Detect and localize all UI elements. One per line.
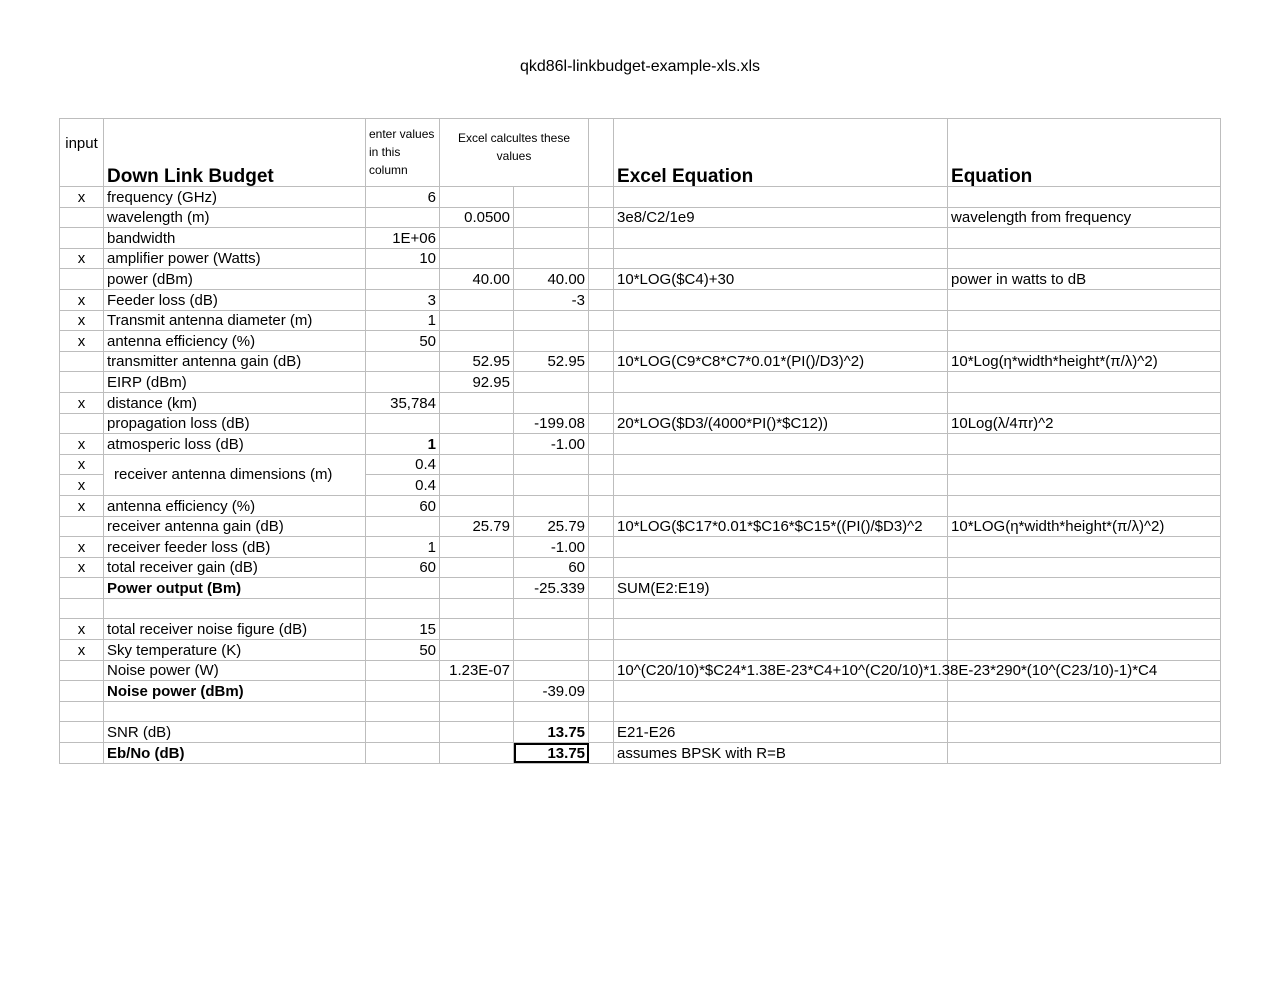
cell-calculated-value[interactable]: 1.23E-07 bbox=[440, 660, 514, 681]
cell-input[interactable] bbox=[60, 269, 104, 290]
cell-calculated-value[interactable] bbox=[440, 681, 514, 702]
cell-excel-equation[interactable] bbox=[614, 681, 948, 702]
cell-calculated-value[interactable] bbox=[440, 578, 514, 599]
cell-excel-equation[interactable] bbox=[614, 187, 948, 208]
cell-calculated-value[interactable] bbox=[440, 413, 514, 434]
cell-label[interactable]: Sky temperature (K) bbox=[104, 640, 366, 661]
cell-excel-equation[interactable]: 20*LOG($D3/(4000*PI()*$C12)) bbox=[614, 413, 948, 434]
cell-entered-value[interactable] bbox=[366, 701, 440, 722]
cell-entered-value[interactable]: 10 bbox=[366, 248, 440, 269]
cell-excel-equation[interactable]: assumes BPSK with R=B bbox=[614, 743, 948, 764]
cell-spacer[interactable] bbox=[589, 207, 614, 228]
cell-input[interactable]: x bbox=[60, 454, 104, 475]
cell-input[interactable]: x bbox=[60, 434, 104, 455]
table-row bbox=[60, 660, 1221, 681]
cell-excel-equation[interactable] bbox=[614, 701, 948, 722]
cell-label[interactable]: amplifier power (Watts) bbox=[104, 248, 366, 269]
cell-input[interactable]: x bbox=[60, 537, 104, 558]
cell-spacer[interactable] bbox=[589, 516, 614, 537]
cell-spacer[interactable] bbox=[589, 413, 614, 434]
cell-calculated-db[interactable]: 60 bbox=[514, 557, 589, 578]
cell-equation[interactable] bbox=[948, 743, 1221, 764]
header-title: Down Link Budget bbox=[104, 119, 366, 187]
cell-spacer[interactable] bbox=[589, 434, 614, 455]
cell-calculated-value[interactable] bbox=[440, 701, 514, 722]
cell-input[interactable] bbox=[60, 207, 104, 228]
cell-calculated-value[interactable] bbox=[440, 640, 514, 661]
cell-excel-equation[interactable] bbox=[614, 557, 948, 578]
header-calculated-values: Excel calcultes these values bbox=[440, 119, 589, 187]
cell-input[interactable]: x bbox=[60, 248, 104, 269]
cell-empty[interactable] bbox=[948, 475, 1221, 496]
table-row bbox=[60, 351, 1221, 372]
cell-equation[interactable] bbox=[948, 681, 1221, 702]
cell-calculated-db[interactable]: -1.00 bbox=[514, 537, 589, 558]
cell-entered-value[interactable]: 0.4 bbox=[366, 454, 440, 475]
cell-spacer[interactable] bbox=[589, 248, 614, 269]
cell-input[interactable]: x bbox=[60, 557, 104, 578]
cell-label[interactable]: antenna efficiency (%) bbox=[104, 495, 366, 516]
cell-input[interactable]: x bbox=[60, 187, 104, 208]
cell-input[interactable]: x bbox=[60, 495, 104, 516]
cell-calculated-value[interactable]: 25.79 bbox=[440, 516, 514, 537]
cell-spacer[interactable] bbox=[589, 187, 614, 208]
cell-empty[interactable] bbox=[614, 475, 948, 496]
link-budget-table bbox=[59, 118, 1221, 764]
cell-entered-value[interactable] bbox=[366, 660, 440, 681]
cell-spacer[interactable] bbox=[589, 537, 614, 558]
cell-label[interactable]: total receiver gain (dB) bbox=[104, 557, 366, 578]
cell-spacer[interactable] bbox=[589, 372, 614, 393]
table-row bbox=[60, 537, 1221, 558]
cell-equation[interactable]: 10Log(λ/4πr)^2 bbox=[948, 413, 1221, 434]
cell-label[interactable]: Transmit antenna diameter (m) bbox=[104, 310, 366, 331]
cell-calculated-db[interactable] bbox=[514, 207, 589, 228]
cell-calculated-value[interactable] bbox=[440, 598, 514, 619]
header-enter-values: enter values in this column bbox=[366, 119, 440, 187]
cell-calculated-value[interactable] bbox=[440, 557, 514, 578]
header-excel-equation: Excel Equation bbox=[614, 119, 948, 187]
cell-entered-value[interactable] bbox=[366, 681, 440, 702]
table-row bbox=[60, 619, 1221, 640]
cell-calculated-value[interactable] bbox=[440, 434, 514, 455]
cell-input[interactable] bbox=[60, 743, 104, 764]
cell-calculated-db[interactable]: -1.00 bbox=[514, 434, 589, 455]
cell-calculated-db[interactable] bbox=[514, 392, 589, 413]
document-title: qkd86l-linkbudget-example-xls.xls bbox=[519, 58, 761, 75]
cell-calculated-value[interactable] bbox=[440, 743, 514, 764]
table-row bbox=[60, 598, 1221, 619]
cell-excel-equation[interactable] bbox=[614, 289, 948, 310]
cell-input[interactable] bbox=[60, 413, 104, 434]
cell-empty[interactable] bbox=[440, 475, 514, 496]
cell-input[interactable] bbox=[60, 598, 104, 619]
cell-calculated-value[interactable] bbox=[440, 289, 514, 310]
cell-calculated-value[interactable] bbox=[440, 248, 514, 269]
cell-spacer[interactable] bbox=[589, 598, 614, 619]
cell-spacer[interactable] bbox=[589, 228, 614, 249]
cell-calculated-db[interactable]: 52.95 bbox=[514, 351, 589, 372]
cell-entered-value[interactable] bbox=[366, 516, 440, 537]
cell-equation[interactable]: wavelength from frequency bbox=[948, 207, 1221, 228]
cell-calculated-db[interactable]: 40.00 bbox=[514, 269, 589, 290]
cell-calculated-db[interactable] bbox=[514, 660, 589, 681]
cell-spacer[interactable] bbox=[589, 289, 614, 310]
cell-label[interactable]: distance (km) bbox=[104, 392, 366, 413]
cell-entered-value[interactable] bbox=[366, 269, 440, 290]
cell-calculated-value[interactable]: 52.95 bbox=[440, 351, 514, 372]
cell-excel-equation[interactable] bbox=[614, 598, 948, 619]
cell-entered-value[interactable]: 1 bbox=[366, 310, 440, 331]
cell-calculated-value[interactable] bbox=[440, 187, 514, 208]
cell-entered-value[interactable] bbox=[366, 743, 440, 764]
cell-empty[interactable] bbox=[948, 454, 1221, 475]
cell-label[interactable]: power (dBm) bbox=[104, 269, 366, 290]
cell-calculated-value[interactable] bbox=[440, 495, 514, 516]
header-equation: Equation bbox=[948, 119, 1221, 187]
cell-input[interactable] bbox=[60, 351, 104, 372]
cell-entered-value[interactable]: 0.4 bbox=[366, 475, 440, 496]
cell-calculated-value[interactable] bbox=[440, 331, 514, 352]
table-row bbox=[60, 269, 1221, 290]
table-row bbox=[60, 434, 1221, 455]
cell-equation[interactable] bbox=[948, 331, 1221, 352]
cell-calculated-db[interactable]: -25.339 bbox=[514, 578, 589, 599]
cell-equation[interactable] bbox=[948, 392, 1221, 413]
header-spacer bbox=[589, 119, 614, 187]
cell-spacer[interactable] bbox=[589, 619, 614, 640]
cell-label[interactable]: transmitter antenna gain (dB) bbox=[104, 351, 366, 372]
cell-label[interactable]: Power output (Bm) bbox=[104, 578, 366, 599]
cell-label[interactable]: antenna efficiency (%) bbox=[104, 331, 366, 352]
cell-calculated-db[interactable] bbox=[514, 310, 589, 331]
cell-label[interactable] bbox=[104, 701, 366, 722]
cell-calculated-db[interactable]: 13.75 bbox=[514, 743, 589, 764]
cell-input[interactable]: x bbox=[60, 640, 104, 661]
cell-entered-value[interactable]: 1E+06 bbox=[366, 228, 440, 249]
table-row bbox=[60, 557, 1221, 578]
cell-empty[interactable] bbox=[514, 475, 589, 496]
table-row bbox=[60, 413, 1221, 434]
cell-calculated-db[interactable] bbox=[514, 701, 589, 722]
cell-calculated-db[interactable]: -199.08 bbox=[514, 413, 589, 434]
cell-entered-value[interactable] bbox=[366, 372, 440, 393]
cell-calculated-db[interactable] bbox=[514, 598, 589, 619]
cell-spacer[interactable] bbox=[589, 722, 614, 743]
cell-calculated-db[interactable]: 25.79 bbox=[514, 516, 589, 537]
cell-input[interactable] bbox=[60, 701, 104, 722]
cell-entered-value[interactable]: 1 bbox=[366, 434, 440, 455]
cell-label[interactable]: total receiver noise figure (dB) bbox=[104, 619, 366, 640]
cell-entered-value[interactable] bbox=[366, 722, 440, 743]
table-row bbox=[60, 495, 1221, 516]
cell-equation[interactable] bbox=[948, 434, 1221, 455]
cell-equation[interactable] bbox=[948, 187, 1221, 208]
cell-equation[interactable] bbox=[948, 289, 1221, 310]
table-row bbox=[60, 289, 1221, 310]
cell-entered-value[interactable]: 1 bbox=[366, 537, 440, 558]
cell-calculated-db[interactable] bbox=[514, 187, 589, 208]
cell-input[interactable]: x bbox=[60, 289, 104, 310]
cell-calculated-db[interactable] bbox=[514, 640, 589, 661]
cell-label[interactable]: Feeder loss (dB) bbox=[104, 289, 366, 310]
table-row bbox=[60, 372, 1221, 393]
cell-label[interactable]: Eb/No (dB) bbox=[104, 743, 366, 764]
table-row bbox=[60, 640, 1221, 661]
cell-calculated-db[interactable] bbox=[514, 619, 589, 640]
cell-calculated-value[interactable]: 0.0500 bbox=[440, 207, 514, 228]
cell-calculated-value[interactable] bbox=[440, 228, 514, 249]
table-row bbox=[60, 516, 1221, 537]
cell-input[interactable] bbox=[60, 372, 104, 393]
cell-excel-equation[interactable]: 10^(C20/10)*$C24*1.38E-23*C4+10^(C20/10)*1.38E-23*290*(10^(C23/10)-1)*C4 bbox=[614, 660, 948, 681]
cell-empty[interactable] bbox=[614, 454, 948, 475]
cell-calculated-value[interactable] bbox=[440, 537, 514, 558]
cell-input[interactable] bbox=[60, 516, 104, 537]
cell-entered-value[interactable] bbox=[366, 207, 440, 228]
table-row bbox=[60, 187, 1221, 208]
cell-input[interactable] bbox=[60, 681, 104, 702]
cell-label[interactable]: propagation loss (dB) bbox=[104, 413, 366, 434]
cell-excel-equation[interactable] bbox=[614, 310, 948, 331]
cell-label[interactable]: bandwidth bbox=[104, 228, 366, 249]
cell-input[interactable]: x bbox=[60, 392, 104, 413]
header-input: input bbox=[60, 119, 104, 187]
cell-equation[interactable] bbox=[948, 640, 1221, 661]
table-row bbox=[60, 681, 1221, 702]
cell-label[interactable]: receiver feeder loss (dB) bbox=[104, 537, 366, 558]
cell-input[interactable] bbox=[60, 660, 104, 681]
cell-entered-value[interactable]: 60 bbox=[366, 495, 440, 516]
cell-excel-equation[interactable] bbox=[614, 331, 948, 352]
cell-empty[interactable] bbox=[440, 454, 514, 475]
cell-label[interactable]: SNR (dB) bbox=[104, 722, 366, 743]
cell-equation[interactable] bbox=[948, 578, 1221, 599]
cell-input[interactable]: x bbox=[60, 619, 104, 640]
cell-equation[interactable]: 10*LOG(η*width*height*(π/λ)^2) bbox=[948, 516, 1221, 537]
cell-spacer[interactable] bbox=[589, 392, 614, 413]
cell-calculated-db[interactable]: -39.09 bbox=[514, 681, 589, 702]
cell-entered-value[interactable] bbox=[366, 598, 440, 619]
cell-entered-value[interactable] bbox=[366, 413, 440, 434]
cell-excel-equation[interactable] bbox=[614, 392, 948, 413]
cell-calculated-db[interactable] bbox=[514, 228, 589, 249]
cell-excel-equation[interactable] bbox=[614, 228, 948, 249]
cell-entered-value[interactable]: 50 bbox=[366, 331, 440, 352]
cell-empty[interactable] bbox=[589, 454, 614, 475]
cell-excel-equation[interactable]: 10*LOG($C4)+30 bbox=[614, 269, 948, 290]
cell-excel-equation[interactable] bbox=[614, 434, 948, 455]
cell-calculated-db[interactable] bbox=[514, 248, 589, 269]
cell-equation[interactable] bbox=[948, 557, 1221, 578]
cell-spacer[interactable] bbox=[589, 331, 614, 352]
table-row bbox=[60, 310, 1221, 331]
cell-calculated-value[interactable] bbox=[440, 310, 514, 331]
cell-equation[interactable] bbox=[948, 619, 1221, 640]
cell-equation[interactable] bbox=[948, 495, 1221, 516]
cell-spacer[interactable] bbox=[589, 640, 614, 661]
cell-equation[interactable] bbox=[948, 372, 1221, 393]
cell-spacer[interactable] bbox=[589, 660, 614, 681]
cell-entered-value[interactable]: 15 bbox=[366, 619, 440, 640]
cell-input[interactable]: x bbox=[60, 310, 104, 331]
header-row bbox=[60, 119, 1221, 187]
cell-calculated-value[interactable] bbox=[440, 722, 514, 743]
cell-spacer[interactable] bbox=[589, 269, 614, 290]
cell-calculated-value[interactable]: 92.95 bbox=[440, 372, 514, 393]
cell-input[interactable]: x bbox=[60, 475, 104, 496]
cell-entered-value[interactable]: 60 bbox=[366, 557, 440, 578]
cell-spacer[interactable] bbox=[589, 743, 614, 764]
cell-calculated-value[interactable] bbox=[440, 392, 514, 413]
cell-label[interactable]: Noise power (dBm) bbox=[104, 681, 366, 702]
cell-input[interactable] bbox=[60, 578, 104, 599]
cell-equation[interactable] bbox=[948, 310, 1221, 331]
cell-equation[interactable] bbox=[948, 248, 1221, 269]
cell-entered-value[interactable]: 50 bbox=[366, 640, 440, 661]
cell-excel-equation[interactable] bbox=[614, 537, 948, 558]
cell-equation[interactable] bbox=[948, 701, 1221, 722]
cell-label[interactable] bbox=[104, 598, 366, 619]
cell-equation[interactable] bbox=[948, 598, 1221, 619]
table-row bbox=[60, 331, 1221, 352]
cell-label-receiver-dimensions[interactable]: receiver antenna dimensions (m) bbox=[104, 454, 366, 495]
cell-label[interactable]: Noise power (W) bbox=[104, 660, 366, 681]
cell-equation[interactable] bbox=[948, 228, 1221, 249]
cell-label[interactable]: receiver antenna gain (dB) bbox=[104, 516, 366, 537]
cell-calculated-db[interactable] bbox=[514, 495, 589, 516]
cell-spacer[interactable] bbox=[589, 681, 614, 702]
cell-equation[interactable]: power in watts to dB bbox=[948, 269, 1221, 290]
table-row bbox=[60, 248, 1221, 269]
cell-spacer[interactable] bbox=[589, 578, 614, 599]
cell-excel-equation[interactable] bbox=[614, 640, 948, 661]
cell-spacer[interactable] bbox=[589, 310, 614, 331]
cell-excel-equation[interactable] bbox=[614, 495, 948, 516]
cell-calculated-value[interactable] bbox=[440, 619, 514, 640]
cell-empty[interactable] bbox=[589, 475, 614, 496]
cell-spacer[interactable] bbox=[589, 701, 614, 722]
cell-excel-equation[interactable] bbox=[614, 248, 948, 269]
cell-entered-value[interactable]: 6 bbox=[366, 187, 440, 208]
cell-entered-value[interactable] bbox=[366, 578, 440, 599]
table-row bbox=[60, 701, 1221, 722]
cell-label[interactable]: wavelength (m) bbox=[104, 207, 366, 228]
cell-spacer[interactable] bbox=[589, 351, 614, 372]
table-row bbox=[60, 743, 1221, 764]
cell-entered-value[interactable]: 35,784 bbox=[366, 392, 440, 413]
table-row bbox=[60, 454, 1221, 475]
cell-empty[interactable] bbox=[514, 454, 589, 475]
cell-excel-equation[interactable] bbox=[614, 619, 948, 640]
cell-input[interactable] bbox=[60, 228, 104, 249]
cell-label[interactable]: frequency (GHz) bbox=[104, 187, 366, 208]
cell-spacer[interactable] bbox=[589, 557, 614, 578]
table-row bbox=[60, 392, 1221, 413]
cell-excel-equation[interactable]: SUM(E2:E19) bbox=[614, 578, 948, 599]
cell-calculated-db[interactable]: -3 bbox=[514, 289, 589, 310]
cell-equation[interactable] bbox=[948, 537, 1221, 558]
cell-calculated-db[interactable] bbox=[514, 331, 589, 352]
table-row bbox=[60, 228, 1221, 249]
table-row bbox=[60, 578, 1221, 599]
cell-calculated-db[interactable]: 13.75 bbox=[514, 722, 589, 743]
cell-input[interactable]: x bbox=[60, 331, 104, 352]
cell-excel-equation[interactable]: 10*LOG($C17*0.01*$C16*$C15*((PI()/$D3)^2 bbox=[614, 516, 948, 537]
table-row bbox=[60, 207, 1221, 228]
cell-calculated-db[interactable] bbox=[514, 372, 589, 393]
cell-entered-value[interactable] bbox=[366, 351, 440, 372]
cell-label[interactable]: atmosperic loss (dB) bbox=[104, 434, 366, 455]
cell-equation[interactable] bbox=[948, 722, 1221, 743]
cell-equation[interactable]: 10*Log(η*width*height*(π/λ)^2) bbox=[948, 351, 1221, 372]
cell-excel-equation[interactable]: E21-E26 bbox=[614, 722, 948, 743]
cell-excel-equation[interactable] bbox=[614, 372, 948, 393]
cell-input[interactable] bbox=[60, 722, 104, 743]
cell-spacer[interactable] bbox=[589, 495, 614, 516]
cell-excel-equation[interactable]: 10*LOG(C9*C8*C7*0.01*(PI()/D3)^2) bbox=[614, 351, 948, 372]
cell-label[interactable]: EIRP (dBm) bbox=[104, 372, 366, 393]
cell-excel-equation[interactable]: 3e8/C2/1e9 bbox=[614, 207, 948, 228]
table-row bbox=[60, 722, 1221, 743]
cell-calculated-value[interactable]: 40.00 bbox=[440, 269, 514, 290]
cell-entered-value[interactable]: 3 bbox=[366, 289, 440, 310]
